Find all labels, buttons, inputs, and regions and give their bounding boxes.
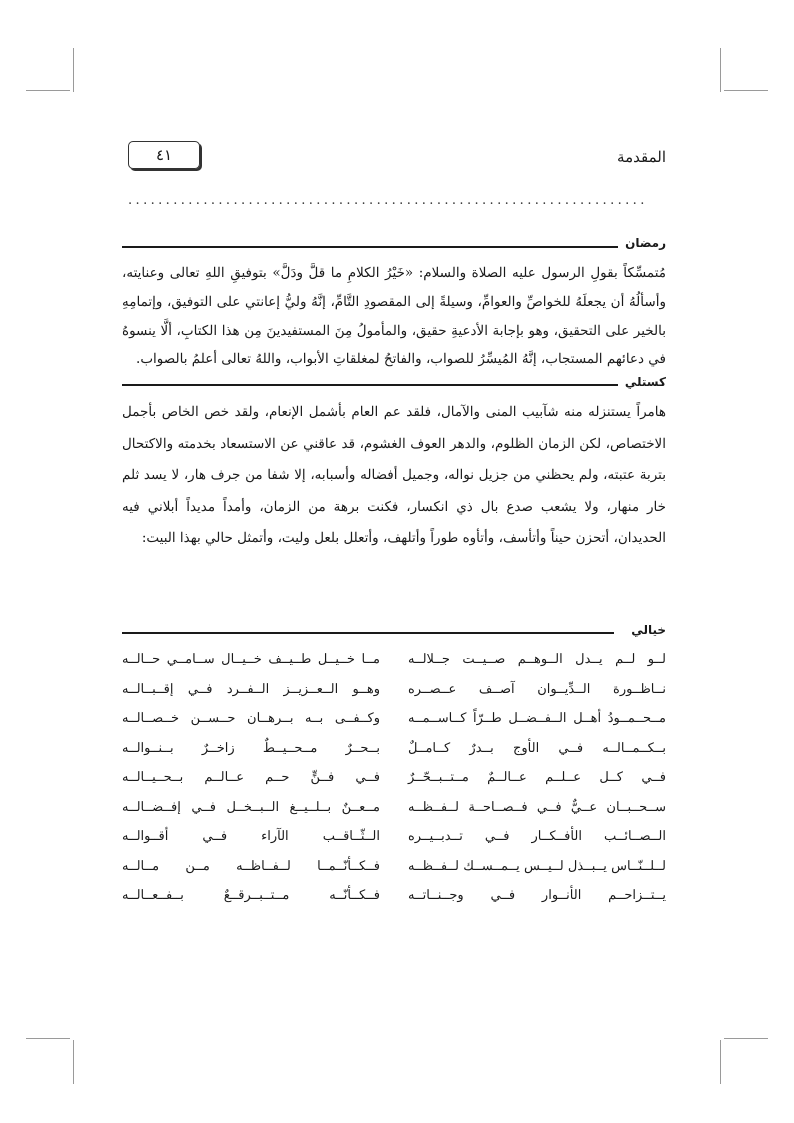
- verse-first-hemistich: فــي كــل عــلــم عــالــمٌ مــتــبــحّــرٌ: [408, 770, 666, 786]
- section-label: رمضان: [625, 236, 666, 250]
- section-rule: [122, 246, 618, 248]
- verse-second-hemistich: وكــفــى بــه بــرهــان حــســن خــصــالــه: [122, 711, 380, 727]
- verse-first-hemistich: ســحــبــان عــيٌّ فــي فــصــاحــة لــفــظــه: [408, 799, 666, 815]
- verse-second-hemistich: الــثّــاقــب الآراء فــي أقــوالــه: [122, 829, 380, 845]
- section-rule: [122, 632, 614, 634]
- crop-mark: [73, 48, 74, 92]
- paragraph-text: مُتمسِّكاً بقولِ الرسول عليه الصلاة والسلام: «خَيْرُ الكلامِ ما قلَّ ودَلَّ» بتوفيقِ اللهِ تعالى وعنايته، وأسألُهُ أن يجعلَهُ للخواصِّ والعوامِّ، وسيلةً إلى المقصودِ التَّامِّ، إنَّهُ وليُّ إعانتي على التوفيق، وإتمامِهِ بالخير على التحقيق، وهو بإجابة الأدعيةِ حقيق، والمأمولُ مِنَ المستفيدينَ مِن هذا الكتابِ، ألَّا ينسوهُ في دعائهم المستجاب، إنَّهُ المُيسِّرُ للصواب، والفاتحُ لمغلقاتِ الأبواب، واللهُ تعالى أعلمُ بالصواب.: [122, 265, 666, 368]
- verse-second-hemistich: مــعــنٌ بــلــيــغ الــبــخــل فــي إفــضــالــه: [122, 799, 380, 815]
- verse-second-hemistich: فــي فــنٍّ حــم عــالــم بــحــيــالــه: [122, 770, 380, 786]
- verse-line: [122, 793, 666, 823]
- verse-second-hemistich: فــكــأنّــه مــتــبــرقــعٌ بــفــعــالــه: [122, 888, 380, 904]
- verse-line: [122, 645, 666, 675]
- verse-line: [122, 675, 666, 705]
- verse-first-hemistich: الــصــائــب الأفــكــار فــي تــدبــيــره: [408, 829, 666, 845]
- running-header-title: المقدمة: [617, 148, 666, 166]
- verse-line: [122, 822, 666, 852]
- crop-mark: [73, 1040, 74, 1084]
- verse-first-hemistich: لــلــنّــاس يــبــذل لــيــس يــمــســك لــفــظــه: [408, 858, 666, 874]
- crop-mark: [26, 90, 70, 91]
- section-paragraph: [122, 397, 666, 555]
- verse-line: [122, 852, 666, 882]
- crop-mark: [720, 1040, 721, 1084]
- crop-mark: [724, 90, 768, 91]
- verse-first-hemistich: نــاظــورة الــدِّيــوان آصــف عــصــره: [408, 681, 666, 697]
- section-label: خيالي: [631, 623, 666, 637]
- verse-line: [122, 704, 666, 734]
- poem: [122, 645, 666, 911]
- section-paragraph: [122, 259, 666, 374]
- crop-mark: [720, 48, 721, 92]
- crop-mark: [724, 1038, 768, 1039]
- crop-mark: [26, 1038, 70, 1039]
- verse-line: [122, 734, 666, 764]
- verse-line: [122, 763, 666, 793]
- paragraph-text: هامراً يستنزله منه شآبيب المنى والآمال، فلقد عم العام بأشمل الإنعام، ولقد خص الخاص بأجمل الاختصاص، لكن الزمان الظلوم، والدهر العوف الغشوم، قد عاقني عن الاستسعاد بخدمته والاكتحال بتربة عتبته، ولم يحظني من جزيل نواله، وجميل أفضاله وأسبابه، إلا شفا من جرف هار، لا يسد ثلم خار منهار، ولا يشعب صدع بال ذي انكسار، فكنت برهة من الزمان، وأمداً مديداً أبلاني فيه الحديدان، أتحزن حيناً وأتأسف، وأتأوه طوراً وأتلهف، وأتعلل بلعل وليت، وأتمثل حالي بهذا البيت:: [122, 404, 666, 546]
- verse-first-hemistich: بــكــمــالــه فــي الأوج بــدرٌ كــامــلٌ: [408, 740, 666, 756]
- page-number-box: ٤١: [128, 141, 200, 169]
- verse-second-hemistich: وهــو الــعــزيــز الــفــرد فــي إقــبــالــه: [122, 681, 380, 697]
- verse-first-hemistich: مــحــمــودُ أهــل الــفــضــل طــرّاً كــاســمــه: [408, 711, 666, 727]
- verse-first-hemistich: لــو لــم يــدل الــوهــم صــيــت جــلالــه: [408, 652, 666, 668]
- verse-second-hemistich: بــحــرٌ مــحــيــطٌ زاخــرٌ بــنــوالــه: [122, 740, 380, 756]
- verse-second-hemistich: فــكــأنّــمــا لــفــاظــه مــن مــالــه: [122, 858, 380, 874]
- verse-line: [122, 881, 666, 911]
- section-rule: [122, 384, 618, 386]
- dotted-separator: .....................................................................: [128, 193, 648, 208]
- section-label: كستلي: [624, 375, 666, 389]
- verse-first-hemistich: يــتــزاحــم الأنــوار فــي وجــنــاتــه: [408, 888, 666, 904]
- verse-second-hemistich: مــا خــيــل طــيــف خــيــال ســامــي حــالــه: [122, 652, 380, 668]
